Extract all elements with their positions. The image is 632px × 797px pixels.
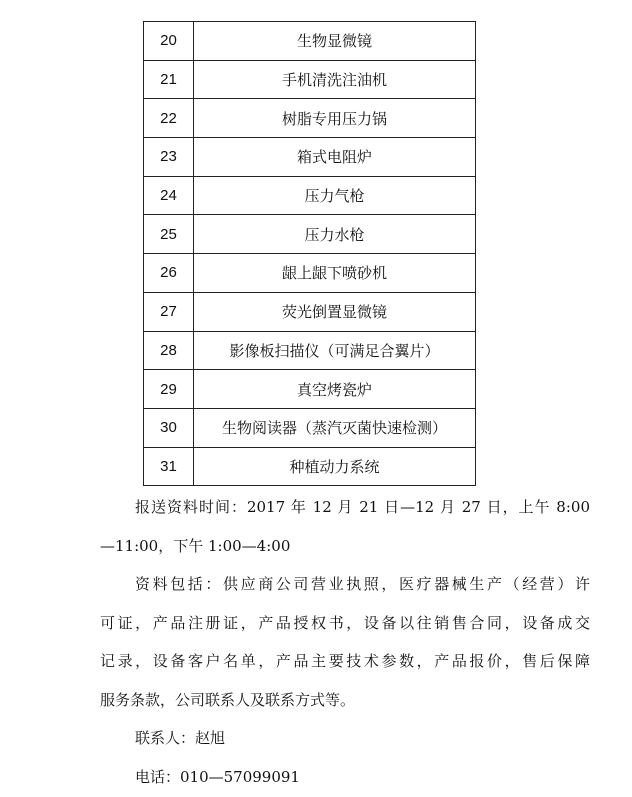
equipment-name: 种植动力系统: [194, 447, 476, 486]
phone-number: 电话：010—57099091: [135, 767, 300, 786]
equipment-name: 树脂专用压力锅: [194, 99, 476, 138]
row-number: 26: [144, 254, 194, 293]
materials-line-2: 可证，产品注册证，产品授权书，设备以往销售合同，设备成交: [100, 613, 590, 632]
table-row: [144, 447, 476, 486]
row-number: 30: [144, 408, 194, 447]
table-row: [144, 176, 476, 215]
submission-time-line-1: 报送资料时间：2017 年 12 月 21 日—12 月 27 日，上午 8:00: [135, 498, 590, 516]
row-number: 27: [144, 292, 194, 331]
equipment-name: 手机清洗注油机: [194, 60, 476, 99]
table-row: [144, 215, 476, 254]
table-row: [144, 254, 476, 293]
table-row: [144, 292, 476, 331]
equipment-name: 荧光倒置显微镜: [194, 292, 476, 331]
equipment-name: 龈上龈下喷砂机: [194, 254, 476, 293]
notice-text: [100, 488, 590, 796]
row-number: 28: [144, 331, 194, 370]
row-number: 20: [144, 22, 194, 61]
table-row: [144, 138, 476, 177]
row-number: 29: [144, 370, 194, 409]
equipment-name: 生物显微镜: [194, 22, 476, 61]
row-number: 24: [144, 176, 194, 215]
equipment-name: 真空烤瓷炉: [194, 370, 476, 409]
equipment-name: 压力水枪: [194, 215, 476, 254]
equipment-table: [143, 21, 476, 486]
row-number: 23: [144, 138, 194, 177]
table-row: [144, 408, 476, 447]
materials-line-1: 资料包括：供应商公司营业执照，医疗器械生产（经营）许: [135, 575, 590, 593]
materials-paragraph: [100, 565, 590, 719]
materials-line-4: 服务条款，公司联系人及联系方式等。: [100, 690, 356, 709]
equipment-name: 生物阅读器（蒸汽灭菌快速检测）: [194, 408, 476, 447]
row-number: 22: [144, 99, 194, 138]
materials-line-3: 记录，设备客户名单，产品主要技术参数，产品报价，售后保障: [100, 652, 590, 670]
equipment-name: 压力气枪: [194, 176, 476, 215]
submission-time-line-2: —11:00，下午 1:00—4:00: [100, 536, 291, 555]
table-row: [144, 370, 476, 409]
contact-person: 联系人：赵旭: [135, 729, 226, 747]
row-number: 31: [144, 447, 194, 486]
row-number: 25: [144, 215, 194, 254]
table-row: [144, 60, 476, 99]
equipment-name: 箱式电阻炉: [194, 138, 476, 177]
table-row: [144, 99, 476, 138]
equipment-name: 影像板扫描仪（可满足合翼片）: [194, 331, 476, 370]
equipment-table-body: [144, 22, 476, 486]
row-number: 21: [144, 60, 194, 99]
submission-time-paragraph: [100, 488, 590, 565]
table-row: [144, 331, 476, 370]
table-row: [144, 22, 476, 61]
